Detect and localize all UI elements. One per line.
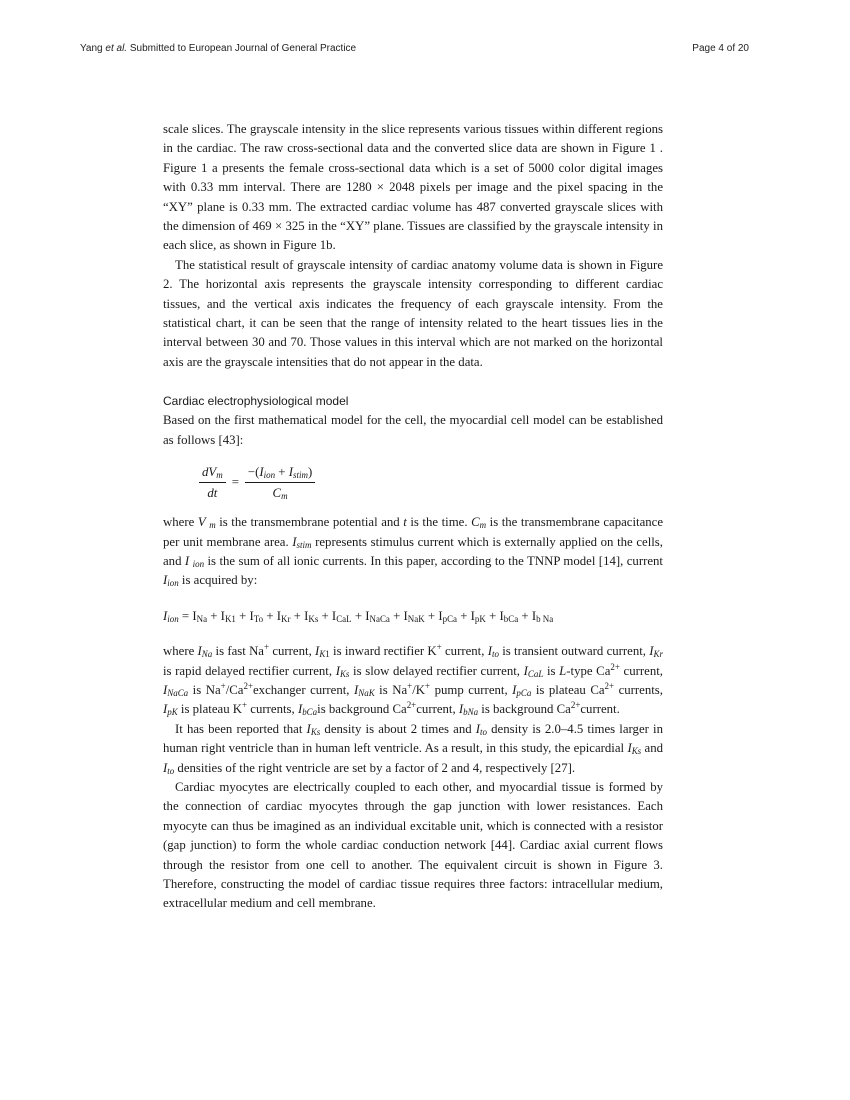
header-authors: Yang — [80, 43, 106, 54]
header-et-al: et al. — [105, 43, 128, 54]
equation-rhs-fraction: $\frac{-(I_{ion} + I_{stim})}{C_m}$ — [245, 464, 315, 501]
paragraph-statistical-result: The statistical result of grayscale intensity of cardiac anatomy volume data is shown in Figure 2. The horizontal axis represents the grayscale intensity corresponding to different cardiac tissues, and the vertical axis indicates the frequency of each grayscale intensity. From the statistical chart, it can be seen that the range of intensity related to the heart tissues lies in the interval between 30 and 70. Those values in this interval which are not marked on the horizontal axis are the grayscale intensities that do not appear in the data. — [163, 257, 663, 369]
page-body — [163, 120, 663, 914]
paragraph-grayscale-slices: scale slices. The grayscale intensity in the slice represents various tissues within different regions in the cardiac. The raw cross-sectional data and the converted slice data are shown in Figure 1 . Figure 1 a presents the female cross-sectional data which is a set of 5000 color digital images with 0.33 mm interval. There are 1280 × 2048 pixels per image and the pixel spacing in the “XY” plane is 0.33 mm. The extracted cardiac volume has 487 converted grayscale slices with the dimension of 469 × 325 in the “XY” plane. Tissues are classified by the grayscale intensity in each slice, as shown in Figure 1b. — [163, 122, 663, 253]
paragraph-ventricle-densities: It has been reported that $I_{Ks}$ density is about 2 times and $I_{to}$ density is 2.0–4.5 times larger in human right ventricle than in human left ventricle. As a result, in this study, the epicardial $I_{Ks}$ and $I_{to}$ densities of the right ventricle are set by a factor of 2 and 4, respectively [27]. — [163, 721, 663, 776]
paragraph-variable-definitions: where V $_m$ is the transmembrane potential and t is the time. $C_m$ is the transmembrane capacitance per unit membrane area. $I_{stim}$ represents stimulus current which is externally applied on the cells, and I $_{ion}$ is the sum of all ionic currents. In this paper, according to the TNNP model [14], current $I_{ion}$ is acquired by: — [163, 515, 664, 589]
header-journal: Submitted to European Journal of General Practice — [127, 43, 357, 54]
equation-ionic-current-sum: $I_{ion} = I_{Na} + I_{K1} + I_{To} + I_{Kr} + I_{Ks} + I_{CaL} + I_{NaCa} + I_{NaK} + I_{pCa} + I_{pK} + I_{bCa} + I_{b Na}$ — [163, 608, 554, 624]
running-header-left — [80, 43, 356, 54]
page-number: Page 4 of 20 — [692, 43, 749, 54]
paragraph-cell-model-intro: Based on the first mathematical model for the cell, the myocardial cell model can be established as follows [43]: — [163, 413, 663, 447]
equation-membrane-potential: $\frac{dV_m}{dt}$ = $\frac{-(I_{ion} + I_{stim})}{C_m}$ — [199, 464, 663, 501]
paragraph-gap-junction: Cardiac myocytes are electrically coupled to each other, and myocardial tissue is formed by the connection of cardiac myocytes through the gap junction with lower resistances. Each myocyte can thus be imagined as an individual excitable unit, which is connected with a resistor (gap junction) to form the whole cardiac conduction network [44]. Cardiac axial current flows through the resistor from one cell to another. The equivalent circuit is shown in Figure 3. Therefore, constructing the model of cardiac tissue requires three factors: intracellular medium, extracellular medium and cell membrane. — [163, 779, 663, 911]
section-title: Cardiac electrophysiological model — [163, 394, 349, 409]
paragraph-current-definitions: where $I_{Na}$ is fast Na+ current, $I_{K1}$ is inward rectifier K+ current, $I_{to}$ is transient outward current, $I_{Kr}$ is rapid delayed rectifier current, $I_{Ks}$ is slow delayed rectifier current, $I_{CaL}$ is L-type $Ca^{2+}$ current, $I_{NaCa}$ is $Na^+/Ca^{2+}exchanger$ current, $I_{NaK}$ is Na+/K+ pump current, $I_{pCa}$ is plateau $Ca^{2+}$ currents, $I_{pK}$ is plateau K+ currents, $I_{bCa}is$ background $Ca^{2+}current$, $I_{bNa}$ is background $Ca^{2+}current$. — [163, 642, 664, 718]
equation-lhs-fraction: $\frac{dV_m}{dt}$ — [199, 464, 226, 501]
